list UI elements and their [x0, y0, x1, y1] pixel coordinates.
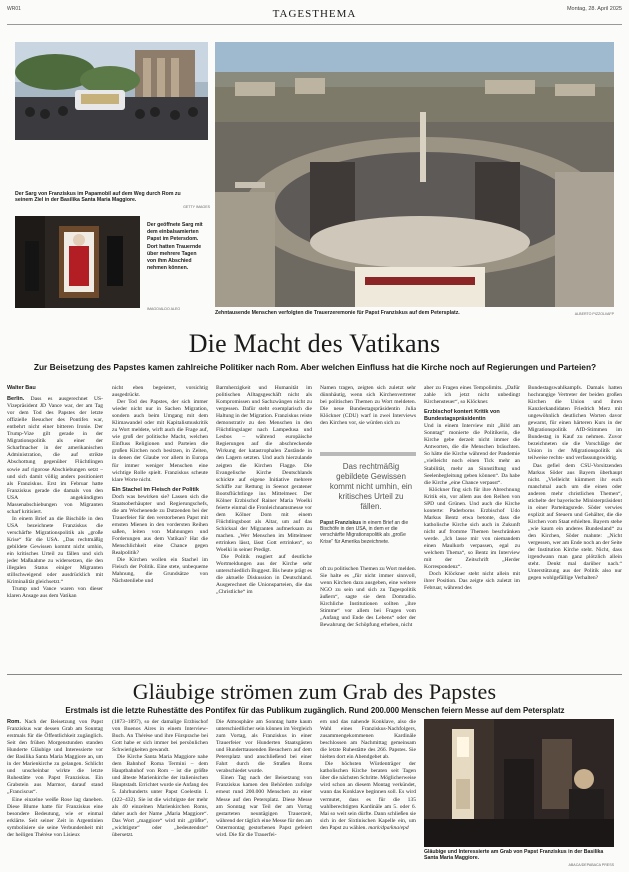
- photo-st-peters-square: [215, 42, 614, 307]
- photo-open-coffin: [15, 216, 140, 308]
- article2-signature: mark/dpa/kna/epd: [368, 824, 409, 831]
- article1-col5-p3: Klöckner fing sich für ihre Abrechnung Kritik ein, vor allem aus den Reihen von SPD und Grünen. Und auch die Kirche konterte: Paderborns Erzbischof Udo Markus Bentz etwa betonte, dass die katholische Kirche sich auch in Zukunft nicht auf fromme Themen beschränken werde. „Ich lasse mir von niemandem einen Maulkorb verpassen, egal zu welchem Thema“, so Bentz im Interview mit der Zeitschrift „Herder Korrespondenz“.: [424, 486, 520, 571]
- article2-col2-p2: Die Kirche Santa Maria Maggiore nahe dem Bahnhof Roma Termini – dem Hauptbahnhof von Rom – ist die größte und älteste Marienkirche der italienischen Hauptstadt. Errichtet wurde sie Anfang des 5. Jahrhunderts unter Papst Coelestin I. (422–432). Sie ist die wichtigste der mehr als 40 einzelnen Marienkirchen Roms, daher auch der Name „Maria Maggiore“. Das Wort „maggiore“ wird mit „größte“, „wichtigste“ oder „bedeutendste“ übersetzt.: [112, 754, 208, 838]
- article1-col6: [528, 385, 622, 670]
- article2-col4: [320, 719, 416, 865]
- section-title: TAGESTHEMA: [272, 8, 357, 20]
- photo3-caption: Zehntausende Menschen verfolgten die Trauerzeremonie für Papst Franziskus auf dem Petersplatz.: [215, 310, 460, 316]
- article2-col3-p1: Die Atmosphäre am Sonntag hatte kaum unterschiedlicher sein können im Vergleich zum Vortag, als Franziskus in einer Trauerfeier vor Hunderten Staatsgästen und Hunderttausenden Besuchern auf dem Petersplatz und anschließend bei einer Fahrt durch die Straßen Roms verabschiedet wurde.: [216, 719, 312, 775]
- article2-col3: [216, 719, 312, 865]
- article2-col2-p1: (1873–1897), so der damalige Erzbischof von Buenos Aires in einem Interview-Buch. An Thérèse und ihre Fürsprache bei Gott habe er sich immer bei persönlichen Schwierigkeiten gewandt.: [112, 719, 208, 754]
- article1-col2: [112, 385, 208, 670]
- article2-col1-text: Nach der Beisetzung von Papst Franziskus war dessen Grab am Sonntag erstmals für die Öffentlichkeit zugänglich. Seit den frühen Morgenstunden standen Hunderte Gläubige und Interessierte vor der Basilika Santa Maria Maggiore an, um in der Marienkirche zu gelangen. Schlicht und unscheinbar wirkte die letzte Ruhestätte von Papst Franziskus. Ein Grabstein aus Marmor, darauf stand „Franciscus“.: [7, 719, 103, 796]
- quote-attribution: [320, 520, 416, 545]
- article1-col2-p4: Die Kirchen wollen ein Stachel im Fleisch der Politik. Eine stete, unbequeme Mahnung, die Grundsätze von Nächstenliebe und: [112, 557, 208, 585]
- article1-headline: Die Macht des Vatikans: [188, 329, 441, 358]
- article2-col3-p2: Einen Tag nach der Beisetzung von Franziskus kamen den Behörden zufolge erneut rund 200.000 Menschen zu einer Messe auf den Petersplatz. Diese Messe am Sonntag war Teil der am Vortag gestarteten neuntägigen Trauerzeit, während der täglich eine Messe für den am Ostermontag gestorbenen Papst gefeiert wird. Die für die Trauerfei-: [216, 775, 312, 838]
- photo4-caption: Gläubige und Interessierte am Grab von Papst Franziskus in der Basilika Santa Maria Maggiore.: [424, 849, 604, 862]
- photo4-credit: ABACA/DEPABACA PRESS: [568, 863, 614, 867]
- issue-date: Montag, 28. April 2025: [566, 6, 622, 12]
- article1-col3-p2: Die Politik reagiert auf deutliche Wortmeldungen aus der Kirche sehr unterschiedlich Buggest. Bis heute prägt es die aktuelle Diskussion in Deutschland. Ausgerechnet die Unionsparteien, die das „Christliche“ im: [216, 554, 312, 596]
- article1-col5-p4: Doch Klöckner steht nicht allein mit ihrer Position. Das zeigte sich zuletzt im Februar, während des: [424, 571, 520, 592]
- photo2-credit: IMAGO/ALDO ALEO: [147, 307, 181, 311]
- article1-col4-p2: oft zu politischen Themen zu Wort melden. Sie halte es „für nicht immer sinnvoll, wenn Kirchen dazu ausgeben, eine weitere NGO zu sein und sich zu Tagespolitik äußern“, sagte sie dem Domradio. Kirchliche Institutionen sollten „ihre Stimme“ vor allem bei Fragen vom „Anfang und Ende des Lebens“ oder der Bewahrung der Schöpfung erheben, nicht: [320, 566, 416, 629]
- article1-col2-p1: nicht eben begeistert, vorsichtig ausgedrückt.: [112, 385, 208, 399]
- article2-subheadline: Erstmals ist die letzte Ruhestätte des Pontifex für das Publikum zugänglich. Rund 200.000 Menschen feiern Messe auf dem Petersplatz: [65, 706, 565, 715]
- article1-col4-bottom: [320, 566, 416, 670]
- masthead-rule: [7, 24, 622, 25]
- quote-author: Papst Franziskus: [320, 520, 362, 526]
- quote-source: in einem Brief an die Bischöfe in den USA, in dem er die verschärfte Migrationspolitik als „große Krise“ für Amerika bezeichnete.: [320, 520, 409, 545]
- article1-col5-subhead: Erzbischof kontert Kritik von Bundestagspräsidentin: [424, 409, 500, 423]
- article1-subheadline: Zur Beisetzung des Papstes kamen zahlreiche Politiker nach Rom. Aber welchen Einfluss hat die Kirche noch auf Regierungen und Parteien?: [33, 362, 597, 372]
- section-divider: [7, 674, 622, 675]
- article1-col4-p1: Namen tragen, zeigten sich zuletzt sehr dünnhäutig, wenn sich Kirchenvertreter bei politischen Themen zu Wort meldeten. Die neue Bundestagspräsidentin Julia Klöckner (CDU) warf in zwei Interviews den Kirchen vor, sie würden sich zu: [320, 385, 416, 427]
- article2-col1-p2: Eine einzelne weiße Rose lag daneben. Diese Blume hatte für Franziskus eine besondere Bedeutung, wie er einmal erklärte. Seit seiner Zeit in Argentinien symbolisiere sie seine Verbundenheit mit der heiligen Thérèse von Lisieux: [7, 796, 103, 838]
- article1-col2-p3: Doch was bewirken sie? Lassen sich die Staatsoberhäupter und Regierungschefs, die am Wochenende zu Dutzenden bei der Trauerfeier für den verstorbenen Papst mit ernsten Mienen in den vordersten Reihen saßen, leiten von Mahnungen und Forderungen aus dem Vatikan? Hat die Menschlichkeit eine Chance gegen Realpolitik?: [112, 493, 208, 557]
- article1-col5-p2: Und in einem Interview mit „Bild am Sonntag“ monierte die Politikerin, die Kirche gebe derzeit nicht immer die Antworten, die die Menschen bräuchten. So hätte die Kirche während der Pandemie „vielleicht noch einen Tick mehr an Stabilität, mehr an Sinnstiftung und Seelenbegleitung geben können“. Da habe die Kirche „eine Chance verpasst“.: [424, 423, 520, 486]
- quote-rule: [320, 452, 416, 456]
- article1-col5: [424, 385, 520, 670]
- article1-col3: [216, 385, 312, 670]
- article2-col1: [7, 719, 103, 865]
- article1-col2-subhead: Ein Stachel im Fleisch der Politik: [112, 486, 199, 493]
- photo-procession: [15, 42, 208, 140]
- article1-author: Walter Bau: [7, 385, 36, 391]
- article1-col1-p3: Trump und Vance waren von dieser klaren Ansage aus dem Vatikan: [7, 586, 103, 600]
- article1-col5-p1: aber zu Fragen eines Tempolimits. „Dafür zahle ich jetzt nicht unbedingt Kirchensteuer“, so Klöckner.: [424, 385, 520, 406]
- article1-col1: [7, 385, 103, 670]
- article2-dateline: Rom.: [7, 719, 21, 725]
- article1-col3-p1: Barmherzigkeit und Humanität im politischen Alltagsgeschäft nicht als Kompromissen und Sachzwängen nicht zu vergessen. Dafür steht exemplarisch die Haltung in der Migration. Franziskus reiste demonstrativ zu den Menschen in den Flüchtlingslager nach Lampedusa und Lesbos – während europäische Regierungen auf die abschreckende Wirkung der katastrophalen Zustände in den Lagern setzten. Und auch hierzulande zeigten die Kirchen Flagge. Die Evangelische Kirche Deutschlands schickte auf eigene Initiative mehrere Schiffe zur Rettung in Seenot geratener Bootsflüchtlinge ins Mittelmeer. Der Kölner Erzbischof Rainer Maria Woelki feierte einmal die Fronleichnamsmesse vor dem Kölner Dom mit einem Flüchtlingsboot als Altar, um auf das Schicksal der Migranten aufmerksam zu machen. „Wer Menschen im Mittelmeer ertrinken lässt, lässt Gott ertrinken“, so Woelki in seiner Predigt.: [216, 385, 312, 554]
- article1-col4-top: [320, 385, 416, 437]
- photo2-caption: Der geöffnete Sarg mit dem einbalsamierten Papst im Petersdom. Dort hatten Trauernde über mehrere Tagen von ihm Abschied nehmen können.: [147, 222, 203, 272]
- page-code: WR01: [7, 6, 21, 12]
- photo3-credit: ALBERTO PIZZOLI/AFP: [574, 312, 614, 316]
- article2-col4-p1: ern und das nahende Konklave, also die Wahl eines Franziskus-Nachfolgers, zusammengekommenen Kardinäle beschlossen am Nachmittag gemeinsam die letzte Ruhestätte des 266. Papstes. Sie hielten dort ein Abendgebet ab.: [320, 719, 416, 761]
- article2-col4-p2: Die höchsten Würdenträger der katholischen Kirche beraten seit Tagen über die nächsten Schritte. Möglicherweise wird schon an diesem Montag verkündet, wann das Konklave beginnen soll. Es wird vermutet, dass es für die 135 wahlberechtigten Kardinäle am 5. oder 6. Mai so weit sein dürfte. Dann schließen sie sich in der Sixtinischen Kapelle ein, um den Papst zu wählen.: [320, 761, 416, 831]
- article1-col6-p2: Das gefiel dem CSU-Vorsitzenden Markus Söder aus Bayern überhaupt nicht. „Vielleicht kümmert ihr euch manchmal auch um die einen oder anderen mehr christlichen Themen“, stichelte der bayerische Ministerpräsident in einer Parteitagsrede. Söder verwies explizit auf Steuern und Gehälter, die die Kirchen vom Staat erhielten. Bayern stehe „wie kaum ein anderes Bundesland“ zu den Kirchen, Söder mahnte: „Nicht vergessen, wer am Ende noch an der Seite der Institution Kirche steht. Nicht, dass irgendwann man ganz plötzlich allein steht. Denkt mal darüber nach.“ Unterstützung aus der Politik also nur gegen wohlgefällige Verhalten?: [528, 462, 622, 582]
- photo1-caption: Der Sarg von Franziskus im Papamobil auf dem Weg durch Rom zu seinem Ziel in der Basilika Santa Maria Maggiore.: [15, 191, 181, 204]
- article1-col6-p1: Bundestagswahlkampfs. Damals hatten hochrangige Vertreter der beiden großen Kirchen die Union und ihren Kanzlerkandidaten Friedrich Merz mit ungewöhnlich deutlichen Worten davor gewarnt, für einen härteren Kurs in der Migrationspolitik AfD-Stimmen im Bundestag in Kauf zu nehmen. Zuvor bezeichneten sie die Vorschläge der Union in der Migrationspolitik als teilweise rechts- und verfassungswidrig.: [528, 385, 622, 462]
- pull-quote: Das rechtmäßig gebildete Gewissen kommt nicht umhin, ein kritisches Urteil zu fällen.: [329, 462, 413, 511]
- article2-col2: [112, 719, 208, 865]
- photo-grave: [424, 719, 614, 847]
- article1-col1-text: Dass es ausgerechnet US-Vizepräsident JD Vance war, der am Tag vor dem Tod des Papstes der letzte offizielle Besucher des Pontifex war, entbehrt nicht einer bitteren Ironie. Der Trump-Vize gilt gerade in der Migrationspolitik als einer der Scharfmacher in der amerikanischen Administration, die auf strikte Abschottung gegenüber Flüchtlingen sowie auf rigorose Abschiebungen setzt – und sich damit völlig anders positioniert als Franziskus. Erst im Februar hatte Franziskus gerade die damals von den USA angekündigten Massenabschiebungen von Migranten scharf kritisiert.: [7, 396, 103, 515]
- article1-col2-p2: Der Tod des Papstes, der sich immer wieder nicht nur in Sachen Migration, sondern auch beim Umgang mit dem Klimawandel oder mit Kapitalismuskritik zu Wort meldete, wirft auch die Frage auf, wie groß der politische Macht, welchen Einfluss Religionen und Parteien die großen Kirchen noch besitzen, in Zeiten, in denen der Glaube vor allem in Europa für immer weniger Menschen eine wichtige Rolle spielt. Franziskus scheute klare Worte nicht.: [112, 399, 208, 483]
- article1-col1-p2: In einem Brief an die Bischöfe in den USA bezeichnete Franziskus die verschärfte Migrationspolitik als „große Krise“ für die USA. „Das rechtmäßig gebildete Gewissen kommt nicht umhin, ein kritisches Urteil zu fällen und sich jeder Maßnahme zu widersetzen, die den illegalen Status einiger Migranten stillschweigend oder ausdrücklich mit Kriminalität gleichsetzt.“: [7, 515, 103, 586]
- article1-dateline: Berlin.: [7, 396, 25, 403]
- article2-headline: Gläubige strömen zum Grab des Papstes: [132, 679, 497, 704]
- photo1-credit: GETTY IMAGES: [183, 205, 210, 209]
